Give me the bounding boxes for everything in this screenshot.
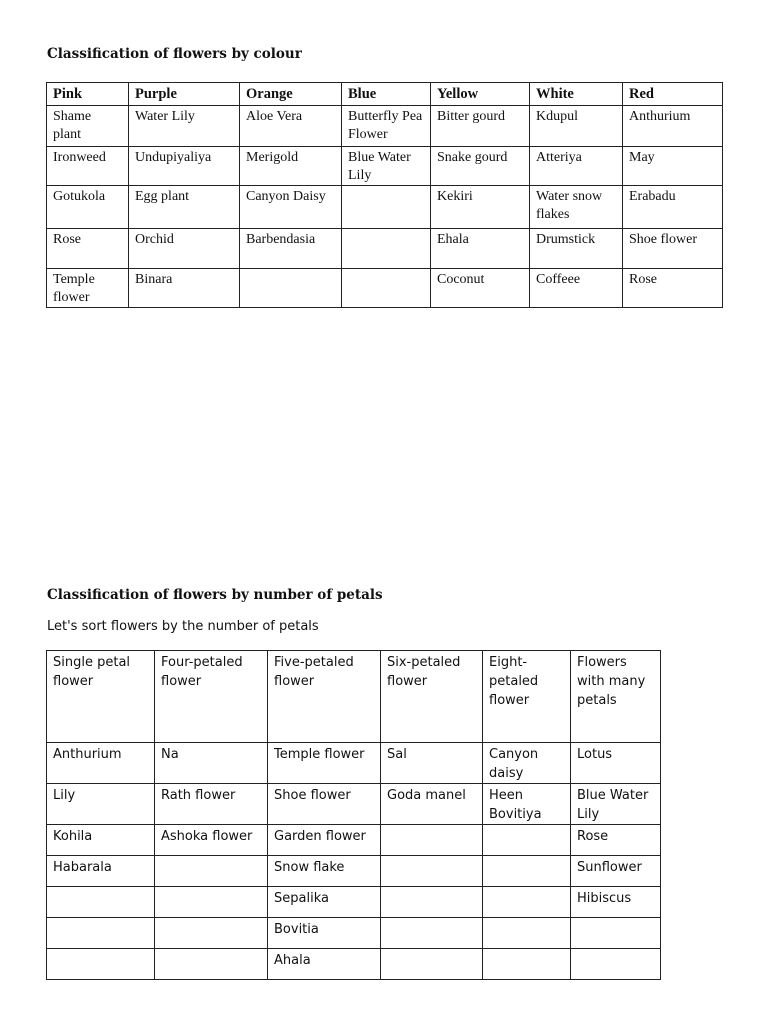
petal-header-cell: Four-petaled flower [155,651,268,743]
colour-header-cell: Orange [240,83,342,106]
table-cell [381,918,483,949]
table-cell [381,949,483,980]
petal-header-row [47,651,661,743]
table-cell: Canyon Daisy [240,186,342,229]
table-cell: Coconut [431,269,530,308]
table-cell [155,918,268,949]
table-row [47,856,661,887]
petal-header-cell: Six-petaled flower [381,651,483,743]
table-cell: Sepalika [268,887,381,918]
table-cell [381,856,483,887]
table-cell [483,887,571,918]
table-cell: Lily [47,784,155,825]
table-row [47,949,661,980]
petal-classification-table [46,650,661,980]
table-cell: Bovitia [268,918,381,949]
table-cell: Erabadu [623,186,723,229]
table-row [47,186,723,229]
table-cell: Temple flower [268,743,381,784]
table-row [47,106,723,147]
petal-header-cell: Five-petaled flower [268,651,381,743]
table-cell: Sunflower [571,856,661,887]
colour-section-title: Classification of flowers by colour [47,46,302,62]
table-cell [483,825,571,856]
table-cell: Hibiscus [571,887,661,918]
table-cell: Rath flower [155,784,268,825]
table-cell [342,186,431,229]
table-cell [571,949,661,980]
table-row [47,784,661,825]
table-cell [155,887,268,918]
table-cell: Undupiyaliya [129,147,240,186]
petal-header-cell: Flowers with many petals [571,651,661,743]
table-cell [342,269,431,308]
table-cell: Merigold [240,147,342,186]
table-cell: Binara [129,269,240,308]
table-cell: Water snow flakes [530,186,623,229]
table-cell: Rose [47,229,129,269]
petal-header-cell: Eight-petaled flower [483,651,571,743]
table-cell: Garden flower [268,825,381,856]
colour-header-cell: Purple [129,83,240,106]
colour-header-row [47,83,723,106]
table-cell: Blue Water Lily [342,147,431,186]
table-cell [483,918,571,949]
table-cell [381,825,483,856]
table-cell: Butterfly Pea Flower [342,106,431,147]
table-cell: Blue Water Lily [571,784,661,825]
table-cell: Na [155,743,268,784]
table-cell: Drumstick [530,229,623,269]
table-cell: Habarala [47,856,155,887]
table-cell: Shame plant [47,106,129,147]
table-cell: Kdupul [530,106,623,147]
table-cell: Ironweed [47,147,129,186]
table-cell: Ahala [268,949,381,980]
colour-header-cell: Blue [342,83,431,106]
table-cell: Snake gourd [431,147,530,186]
table-cell [381,887,483,918]
table-cell [155,856,268,887]
table-cell: Egg plant [129,186,240,229]
table-row [47,825,661,856]
colour-classification-table [46,82,723,308]
table-cell [571,918,661,949]
colour-header-cell: White [530,83,623,106]
table-cell [342,229,431,269]
table-cell: Coffeee [530,269,623,308]
colour-header-cell: Pink [47,83,129,106]
table-cell: Shoe flower [623,229,723,269]
table-cell: Goda manel [381,784,483,825]
table-cell [47,887,155,918]
petal-section-subtitle: Let's sort flowers by the number of petals [47,619,319,634]
table-cell [483,856,571,887]
colour-header-cell: Red [623,83,723,106]
table-row [47,229,723,269]
table-cell: Rose [571,825,661,856]
table-cell: Lotus [571,743,661,784]
table-cell: Anthurium [623,106,723,147]
table-cell: Snow flake [268,856,381,887]
table-row [47,887,661,918]
table-cell: Kekiri [431,186,530,229]
table-cell [483,949,571,980]
table-cell: Water Lily [129,106,240,147]
table-cell [240,269,342,308]
petal-header-cell: Single petal flower [47,651,155,743]
petal-section-title: Classification of flowers by number of petals [47,587,383,603]
table-cell: Aloe Vera [240,106,342,147]
table-cell: Canyon daisy [483,743,571,784]
table-cell: Heen Bovitiya [483,784,571,825]
table-cell: May [623,147,723,186]
table-cell: Barbendasia [240,229,342,269]
table-row [47,918,661,949]
table-cell: Ehala [431,229,530,269]
table-row [47,147,723,186]
table-cell: Bitter gourd [431,106,530,147]
table-cell: Anthurium [47,743,155,784]
table-cell: Sal [381,743,483,784]
table-cell: Kohila [47,825,155,856]
table-cell [47,949,155,980]
table-cell [155,949,268,980]
table-cell: Rose [623,269,723,308]
table-cell: Gotukola [47,186,129,229]
table-row [47,743,661,784]
table-cell: Atteriya [530,147,623,186]
table-cell: Shoe flower [268,784,381,825]
table-row [47,269,723,308]
colour-header-cell: Yellow [431,83,530,106]
table-cell: Ashoka flower [155,825,268,856]
table-cell: Temple flower [47,269,129,308]
table-cell: Orchid [129,229,240,269]
table-cell [47,918,155,949]
